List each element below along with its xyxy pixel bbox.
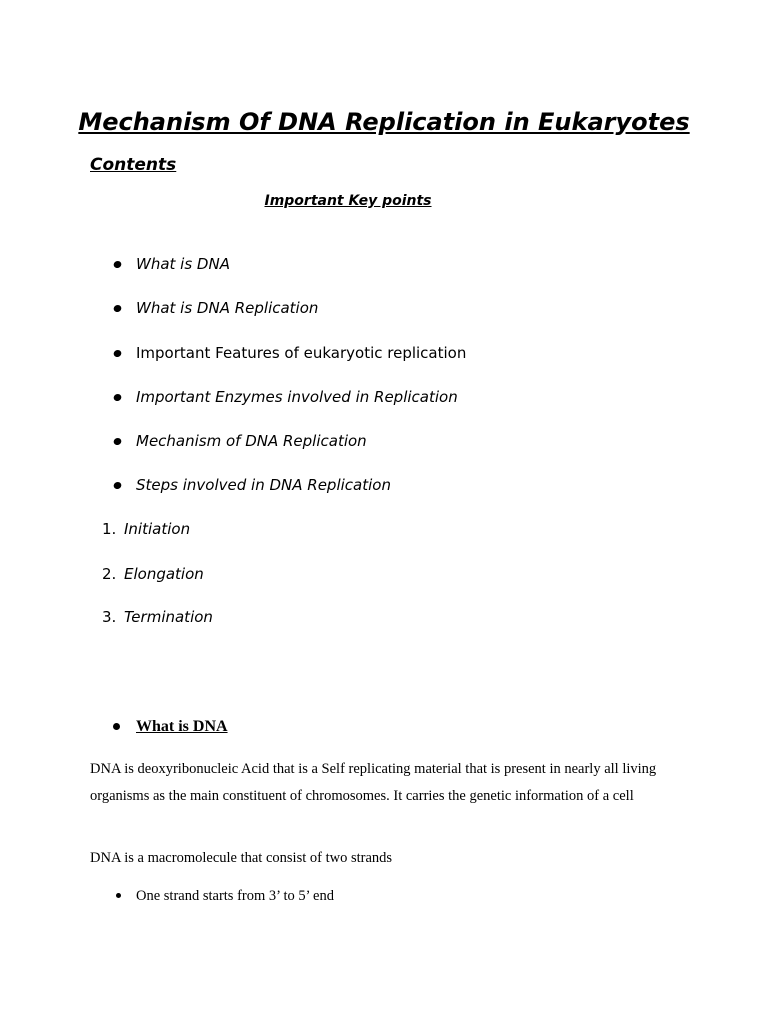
toc-item-important-features: Important Features of eukaryotic replication bbox=[136, 344, 467, 362]
step-item-elongation bbox=[102, 563, 204, 585]
bullet-icon bbox=[113, 437, 123, 446]
section-paragraph-1: DNA is deoxyribonucleic Acid that is a Self replicating material that is present in nearly all living organisms as the main constituent of chromosomes. It carries the genetic information of a cell bbox=[90, 761, 657, 804]
document-title: Mechanism Of DNA Replication in Eukaryotes bbox=[78, 108, 690, 136]
bullet-icon bbox=[113, 723, 120, 730]
toc-item-important-enzymes: Important Enzymes involved in Replication bbox=[136, 388, 458, 406]
toc-item-what-is-dna-replication: What is DNA Replication bbox=[136, 299, 319, 317]
toc-item-mechanism: Mechanism of DNA Replication bbox=[136, 432, 367, 450]
step-number: 3. bbox=[102, 608, 117, 626]
bullet-icon bbox=[113, 393, 123, 402]
sub-list-item: One strand starts from 3’ to 5’ end bbox=[136, 888, 334, 904]
bullet-icon bbox=[113, 349, 123, 358]
contents-heading: Contents bbox=[90, 155, 177, 175]
bullet-icon bbox=[113, 260, 123, 269]
step-item-initiation bbox=[102, 518, 190, 540]
section-paragraph-2: DNA is a macromolecule that consist of two strands bbox=[90, 850, 393, 866]
toc-item-steps: Steps involved in DNA Replication bbox=[136, 476, 391, 494]
section-heading: What is DNA bbox=[136, 718, 228, 735]
step-number: 2. bbox=[102, 565, 117, 583]
step-label: Initiation bbox=[124, 520, 191, 538]
bullet-icon bbox=[113, 481, 123, 490]
key-points-heading: Important Key points bbox=[264, 193, 432, 209]
bullet-icon bbox=[113, 304, 123, 313]
toc-item-what-is-dna: What is DNA bbox=[136, 255, 230, 273]
step-number: 1. bbox=[102, 520, 117, 538]
bullet-icon bbox=[116, 893, 121, 898]
step-label: Termination bbox=[124, 608, 213, 626]
step-label: Elongation bbox=[124, 565, 204, 583]
step-item-termination bbox=[102, 606, 213, 628]
